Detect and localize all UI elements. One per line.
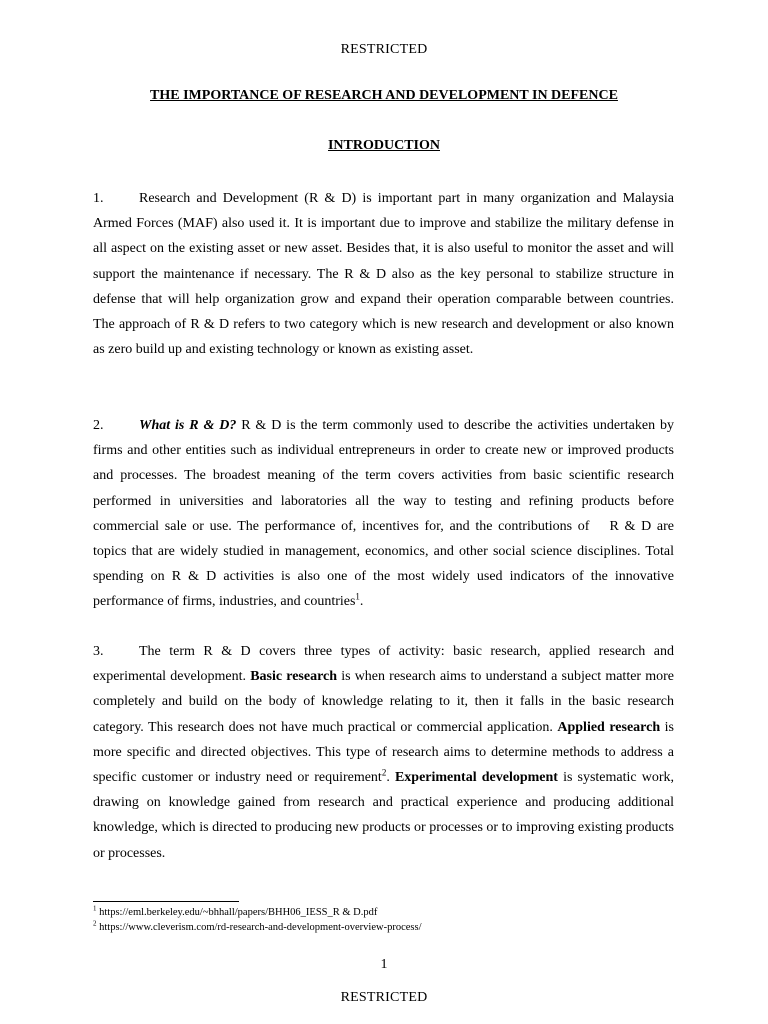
term-applied-research: Applied research: [557, 719, 661, 735]
paragraph-text: Research and Development (R & D) is important part in many organization and Malaysia Armed Forces (MAF) also used it. It is important due to improve and stabilize the military defense in all aspect on the existing asset or new asset. Besides that, it is also useful to monitor the asset and will support the maintenance if necessary. The R & D also as the key personal to stabilize structure in defense that will help organization grow and expand their operation comparable between countries. The approach of R & D refers to two category which is new research and development or also known as zero build up and existing technology or known as existing asset.: [93, 191, 674, 358]
footnote-ref[interactable]: 2: [381, 767, 387, 778]
paragraph-lead: What is R & D?: [139, 418, 237, 433]
section-heading: INTRODUCTION: [327, 138, 440, 153]
paragraph-number: 2.: [93, 418, 104, 433]
paragraph-text: is systematic work, drawing on knowledge gained from research and practical experience and producing additional knowledge, which is directed to producing new products or processes or to improving existing products or processes.: [93, 770, 675, 861]
footnote-1[interactable]: $^1$ https://eml.berkeley.edu/~bhhall/papers/BHH06_IESS_R & D.pdf: [93, 904, 378, 918]
paragraph-number: 3.: [93, 644, 104, 659]
term-experimental-development: Experimental development: [394, 770, 558, 786]
footer-classification: RESTRICTED: [340, 990, 428, 1005]
paragraph-number: 1.: [93, 191, 104, 206]
footnote-2[interactable]: $^2$ https://www.cleverism.com/rd-research-and-development-overview-process/: [93, 919, 422, 933]
paragraph-text: is when research aims to understand a subject matter more completely and build on the body of knowledge relating to it, then it falls in the basic research category. This research does not have much practical or commercial application.: [93, 669, 675, 735]
paragraph-text: The term R & D covers three types of activity: basic research, applied research and experimental development.: [93, 644, 674, 685]
paragraph-3: 3. The term R & D covers three types of activity: basic research, applied research and experimental development. Basic research is when research aims to understand a subject matter more completely and build on the body of knowledge relating to it, then it falls in the basic research category. This research does not have much practical or commercial application. Applied research is more specific and directed objectives. This type of research aims to determine methods to address a specific customer or industry need or requirement$^2$. Experimental development is systematic work, drawing on knowledge gained from research and practical experience and producing additional knowledge, which is directed to producing new products or processes or to improving existing products or processes.: [93, 639, 674, 866]
paragraph-text: R & D are topics that are widely studied in management, economics, and other social science disciplines. Total spending on R & D activities is also one of the most widely used indicators of the innovative performance of firms, industries, and countries: [93, 518, 674, 610]
page-number: 1: [380, 957, 388, 972]
paragraph-1: [93, 186, 674, 362]
term-basic-research: Basic research: [250, 669, 338, 685]
header-classification: RESTRICTED: [340, 42, 428, 57]
paragraph-text: is more specific and directed objectives. This type of research aims to determine methods to address a specific customer or industry need or requirement: [93, 719, 675, 786]
paragraph-text: R & D is the term commonly used to describe the activities undertaken by firms and other entities such as individual entrepreneurs in order to create new or improved products and processes. The broadest meaning of the term covers activities from basic scientific research performed in universities and laboratories all the way to testing and refining products before commercial sale or use. The performance of, incentives for, and the contributions of: [93, 418, 674, 534]
footnote-link[interactable]: https://www.cleverism.com/rd-research-and-development-overview-process/: [96, 922, 422, 933]
paragraph-2: 2. What is R & D? R & D is the term commonly used to describe the activities undertaken by firms and other entities such as individual entrepreneurs in order to create new or improved products and processes. The broadest meaning of the term covers activities from basic scientific research performed in universities and laboratories all the way to testing and refining products before commercial sale or use. The performance of, incentives for, and the contributions of R & D are topics that are widely studied in management, economics, and other social science disciplines. Total spending on R & D activities is also one of the most widely used indicators of the innovative performance of firms, industries, and countries$^1$.: [93, 413, 674, 615]
document-title: THE IMPORTANCE OF RESEARCH AND DEVELOPMENT IN DEFENCE: [150, 88, 618, 103]
footnote-link[interactable]: https://eml.berkeley.edu/~bhhall/papers/BHH06_IESS_R & D.pdf: [96, 907, 378, 918]
footnote-ref[interactable]: 1: [355, 591, 360, 602]
footnote-divider: [93, 901, 239, 902]
